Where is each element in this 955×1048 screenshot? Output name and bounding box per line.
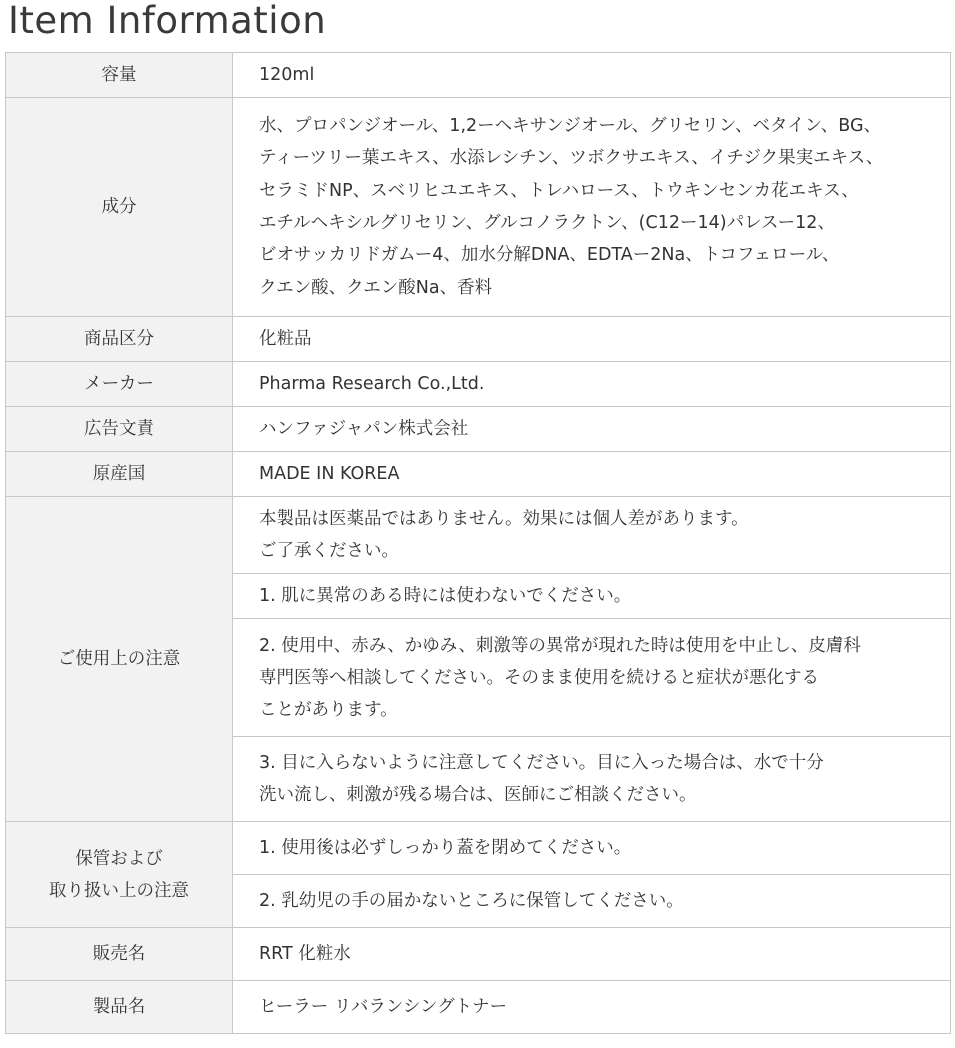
row-value-ingredients: 水、プロパンジオール、1,2ーヘキサンジオール、グリセリン、ベタイン、BG、 ティーツリー葉エキス、水添レシチン、ツボクサエキス、イチジク果実エキス、 セラミドNP、スベリヒユエキス、トレハロース、トウキンセンカ花エキス、 エチルヘキシルグリセリン、グルコノラクトン、(C12ー14)パレスー12、 ビオサッカリドガムー4、加水分解DNA、EDTAー2Na、トコフェロール、 クエン酸、クエン酸Na、香料 (233, 98, 951, 317)
storage-item-0: 1. 使用後は必ずしっかり蓋を閉めてください。 (233, 822, 951, 875)
caution-item-1: 1. 肌に異常のある時には使わないでください。 (233, 574, 951, 619)
table-row-origin (6, 452, 951, 497)
row-value-maker: Pharma Research Co.,Ltd. (233, 362, 951, 407)
row-label-storage: 保管および 取り扱い上の注意 (6, 822, 233, 928)
caution-item-0: 本製品は医薬品ではありません。効果には個人差があります。 ご了承ください。 (233, 497, 951, 574)
row-label-ingredients: 成分 (6, 98, 233, 317)
caution-item-3: 3. 目に入らないように注意してください。目に入った場合は、水で十分 洗い流し、刺激が残る場合は、医師にご相談ください。 (233, 737, 951, 822)
row-label-capacity: 容量 (6, 53, 233, 98)
row-value-origin: MADE IN KOREA (233, 452, 951, 497)
page-title: Item Information (8, 0, 327, 42)
table-row-capacity (6, 53, 951, 98)
row-label-sales-name: 販売名 (6, 928, 233, 981)
table-row-category (6, 317, 951, 362)
row-label-category: 商品区分 (6, 317, 233, 362)
storage-item-1: 2. 乳幼児の手の届かないところに保管してください。 (233, 875, 951, 928)
row-value-sales-name: RRT 化粧水 (233, 928, 951, 981)
table-row-ingredients (6, 98, 951, 317)
table-row-product-name (6, 981, 951, 1034)
row-label-maker: メーカー (6, 362, 233, 407)
caution-item-2: 2. 使用中、赤み、かゆみ、刺激等の異常が現れた時は使用を中止し、皮膚科 専門医等へ相談してください。そのまま使用を続けると症状が悪化する ことがあります。 (233, 619, 951, 737)
table-row-storage-0 (6, 822, 951, 875)
item-information-table (5, 52, 951, 1034)
table-row-advertiser (6, 407, 951, 452)
row-label-product-name: 製品名 (6, 981, 233, 1034)
table-row-maker (6, 362, 951, 407)
row-value-product-name: ヒーラー リバランシングトナー (233, 981, 951, 1034)
row-value-category: 化粧品 (233, 317, 951, 362)
table-row-caution-0 (6, 497, 951, 574)
row-label-advertiser: 広告文責 (6, 407, 233, 452)
row-label-cautions: ご使用上の注意 (6, 497, 233, 822)
row-label-origin: 原産国 (6, 452, 233, 497)
row-value-advertiser: ハンファジャパン株式会社 (233, 407, 951, 452)
table-row-sales-name (6, 928, 951, 981)
row-value-capacity: 120ml (233, 53, 951, 98)
